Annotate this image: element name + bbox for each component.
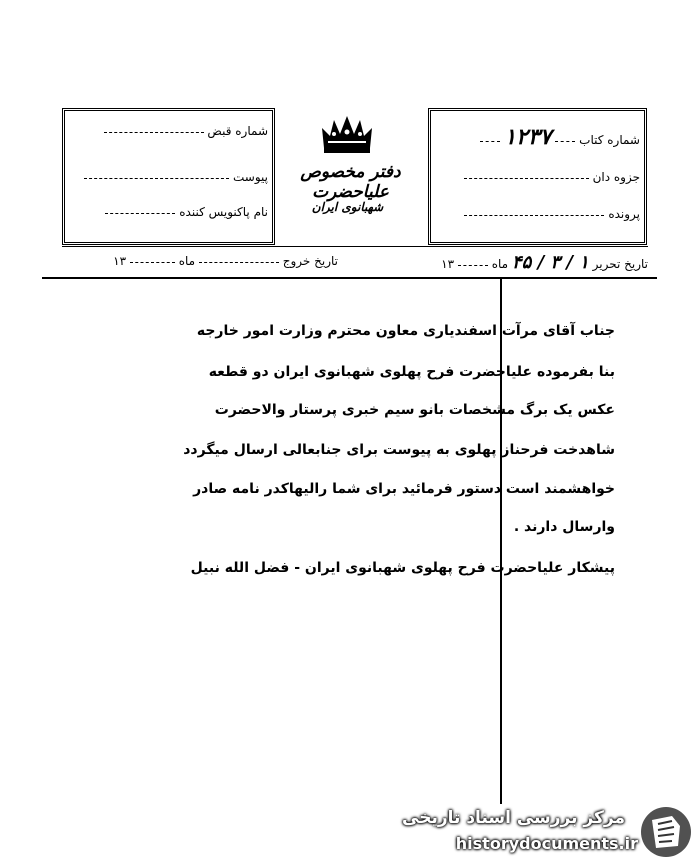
letter-number-field — [480, 124, 640, 150]
crown-emblem-icon — [318, 114, 376, 154]
header-top-rule — [62, 246, 648, 247]
attachment-field — [84, 170, 268, 184]
letter-number-label: شماره کتاب — [579, 133, 640, 147]
attachment-label: پیوست — [233, 170, 268, 184]
exit-date-label: تاریخ خروج — [282, 254, 338, 268]
office-title: دفتر مخصوص علیاحضرت — [300, 162, 401, 202]
margin-line — [500, 279, 502, 804]
file-field — [464, 207, 640, 221]
letter-number-value: ۱۲۳۷ — [504, 124, 552, 150]
written-date-field — [441, 252, 648, 273]
written-month-label: ماه — [491, 257, 509, 271]
watermark-title: مرکز بررسی اسناد تاریخی — [402, 808, 625, 828]
body-line-1: جناب آقای مرآت اسفندیاری معاون محترم وزارت امور خارجه — [196, 323, 615, 339]
exit-year-label: ۱۳ — [113, 254, 127, 268]
body-line-7: پیشکار علیاحضرت فرح پهلوی شهبانوی ایران - فضل الله نبیل — [190, 560, 615, 576]
written-date-value: ۱ / ۳ / ۴۵ — [511, 252, 589, 273]
watermark-url: historydocuments.ir — [455, 834, 638, 853]
cleaner-label: نام پاکنویس کننده — [179, 205, 268, 219]
body-line-4: شاهدخت فرحناز پهلوی به پیوست برای جنابعالی ارسال میگردد — [183, 442, 615, 458]
office-subtitle: شهبانوی ایران — [311, 200, 384, 214]
body-line-2: بنا بفرموده علیاحضرت فرح پهلوی شهبانوی ایران دو قطعه — [208, 364, 615, 380]
cleaner-field — [105, 205, 268, 219]
body-line-5: خواهشمند است دستور فرمائید برای شما رالیهاکدر نامه صادر — [193, 481, 615, 497]
part-field — [464, 170, 640, 184]
header-bottom-rule — [42, 277, 657, 279]
receipt-field — [104, 124, 268, 138]
part-label: جزوه دان — [592, 170, 640, 184]
history-documents-logo-icon — [638, 804, 694, 860]
body-line-6: وارسال دارند . — [513, 519, 615, 535]
exit-month-label: ماه — [178, 254, 196, 268]
receipt-label: شماره قبض — [207, 124, 268, 138]
body-line-3: عکس یک برگ مشخصات بانو سیم خبری پرستار والاحضرت — [214, 402, 615, 418]
file-label: پرونده — [608, 207, 640, 221]
exit-date-field — [113, 254, 338, 268]
written-year-label: ۱۳ — [441, 257, 455, 271]
written-date-label: تاریخ تحریر — [592, 257, 648, 271]
watermark — [402, 800, 700, 866]
